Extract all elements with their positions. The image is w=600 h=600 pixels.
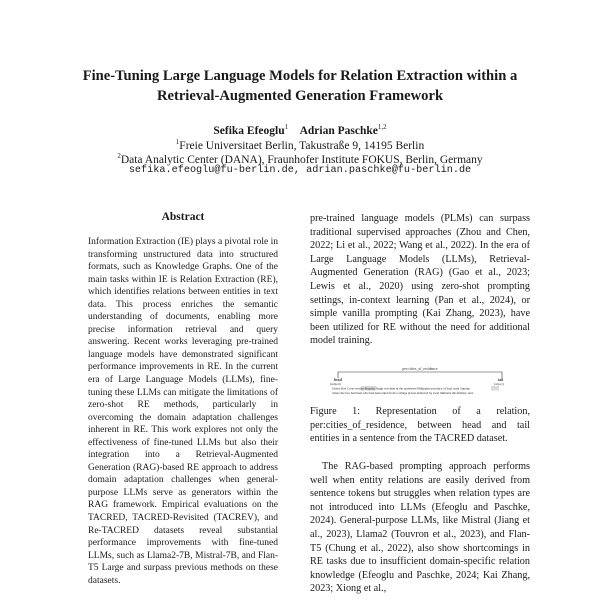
intro-paragraph-2: The RAG-based prompting approach performs well when entity relations are easily derived from sentence tokens but struggles when relation types are not introduced into LLMs (Efeoglu and Paschke, 2024). General-purpose LLMs, like Mistral (Jiang et al., 2023), Llama2 (Touvron et al., 2023), and Flan-T5 (Chung et al., 2022), also show shortcomings in RE tasks due to insufficient domain-specific relation knowledge (Efeoglu and Paschke, 2024; Kai Zhang, 2023; Xiong et al., [310,461,530,595]
affiliation-2-sup: 2 [117,152,121,160]
abstract-heading: Abstract [161,211,205,223]
author-1: Sefika Efeoglu [213,124,285,137]
tail-sub: (object) [494,382,504,386]
head-label: head [334,378,342,382]
head-sub: (subject) [330,382,342,386]
sentence-line-2: where the two had been who had been taken from a village prison abducted by local militants the military said. [332,391,474,395]
abstract-text: Information Extraction (IE) plays a pivotal role in transforming unstructured data into structured formats, such as Knowledge Graphs. One of the main tasks within IE is Relation Extraction (RE), which identifies relations between entities in text data. This process enriches the semantic understanding of documents, enabling more precise information retrieval and query answering. Recent works leveraging pre-trained language models have demonstrated significant performance improvements in RE. In the current era of Large Language Models (LLMs), fine-tuning these LLMs can mitigate the limitations of zero-shot RE methods, particularly in overcoming the domain adaptation challenges inherent in RE. This work explores not only the effectiveness of fine-tuned LLMs but also their integration into a Retrieval-Augmented Generation (RAG)-based RE approach to address domain adaptation challenges when general-purpose LLMs serve as generators within the RAG framework. Empirical evaluations on the TACRED, TACRED-Revisited (TACREV), and Re-TACRED datasets reveal substantial performance improvements with fine-tuned LLMs, such as Llama2-7B, Mistral-7B, and Flan-T5 Large and surpass previous methods on these datasets. [88,237,278,586]
affiliation-1-sup: 1 [175,138,180,146]
relation-arc [338,372,502,378]
figure-caption: Figure 1: Representation of a relation, per:cities_of_residence, between head and tail entities in a sentence from the TACRED dataset. [310,406,530,445]
tail-label: tail [498,378,504,382]
paper-title [40,66,560,106]
title-line-2: Retrieval-Augmented Generation Framework [156,88,444,104]
title-line-1: Fine-Tuning Large Language Models for Relation Extraction within a [82,68,518,84]
relation-label: per:cities_of_residence [402,367,438,371]
affiliation-2-text: Data Analytic Center (DANA), Fraunhofer Institute FOKUS, Berlin, Germany [120,153,483,166]
author-2-sup: 1,2 [377,123,387,131]
affiliation-1-text: Freie Universitaet Berlin, Takustraße 9, 14195 Berlin [179,139,425,152]
intro-paragraph-1: pre-trained language models (PLMs) can surpass traditional supervised approaches (Zhou and Chen, 2022; Li et al., 2022; Wang et al., 2022). In the era of Large Language Models (LLMs), Retrieval-Augmented Generation (RAG) (Gao et al., 2023; Lewis et al., 2020) using zero-shot prompting settings, in-context learning (Pan et al., 2024), or simple vanilla prompting (Kai Zhang, 2023), have been utilized for RE without the need for additional model training. [310,213,530,347]
author-emails: sefika.efeoglu@fu-berlin.de, adrian.paschke@fu-berlin.de [128,165,472,176]
author-1-sup: 1 [284,123,289,131]
sentence-line-1: Ghaba Red Cross worker Bogdan Singh was then in the northwest Philippine province of Sual early Sunday, [332,386,471,391]
tail-highlight [491,386,499,391]
author-2: Adrian Paschke [299,124,378,137]
